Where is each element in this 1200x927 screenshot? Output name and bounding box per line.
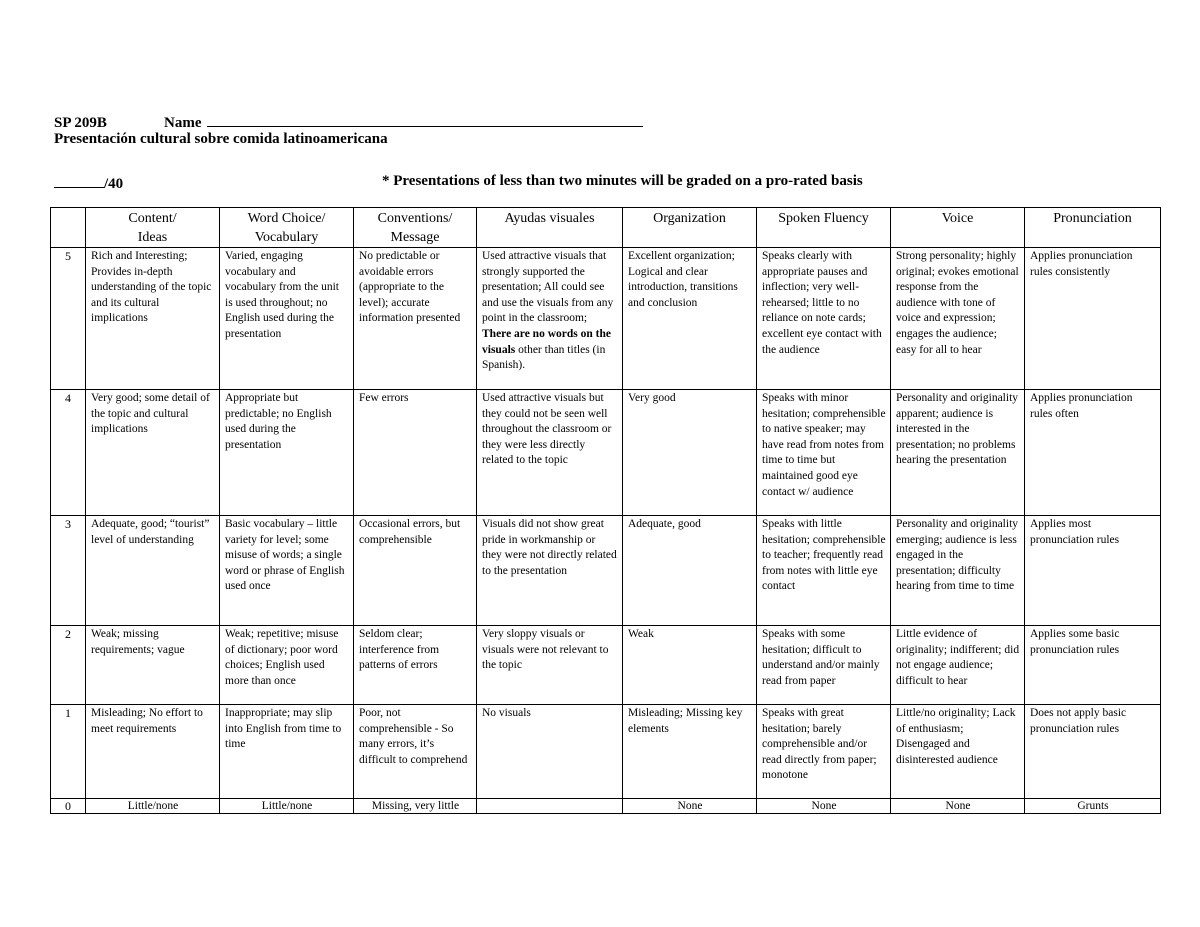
cell-word-choice: Appropriate but predictable; no English used during the presentation: [220, 390, 354, 516]
cell-organization: Misleading; Missing key elements: [623, 705, 757, 799]
cell-conventions: Few errors: [354, 390, 477, 516]
course-code: SP 209B: [54, 115, 107, 131]
cell-organization: Weak: [623, 626, 757, 705]
score-line: [54, 173, 123, 193]
cell-visuals: Visuals did not show great pride in workmanship or they were not directly related to the presentation: [477, 516, 623, 626]
cell-spoken-fluency: Speaks with great hesitation; barely comprehensible and/or read directly from paper; monotone: [757, 705, 891, 799]
cell-voice: Personality and originality apparent; audience is interested in the presentation; no problems hearing the presentation: [891, 390, 1025, 516]
cell-word-choice: Basic vocabulary – little variety for level; some misuse of words; a single word or phrase of English used once: [220, 516, 354, 626]
col-header-ayudas-visuales: Ayudas visuales: [477, 208, 623, 248]
cell-conventions: Missing, very little: [354, 799, 477, 814]
score-cell: 2: [51, 626, 86, 705]
cell-voice: Personality and originality emerging; audience is less engaged in the presentation; difficulty hearing from time to time: [891, 516, 1025, 626]
col-header-content: Content/ Ideas: [86, 208, 220, 248]
score-cell: 3: [51, 516, 86, 626]
cell-conventions: No predictable or avoidable errors (appropriate to the level); accurate information presented: [354, 248, 477, 390]
col-header-spoken-fluency: Spoken Fluency: [757, 208, 891, 248]
col-header-organization: Organization: [623, 208, 757, 248]
prorated-note: * Presentations of less than two minutes will be graded on a pro-rated basis: [382, 173, 863, 189]
cell-content: Weak; missing requirements; vague: [86, 626, 220, 705]
cell-voice: None: [891, 799, 1025, 814]
score-blank[interactable]: [54, 173, 104, 188]
cell-organization: Adequate, good: [623, 516, 757, 626]
cell-content: Little/none: [86, 799, 220, 814]
rubric-row-1: [51, 705, 1161, 799]
cell-voice: Little evidence of originality; indifferent; did not engage audience; difficult to hear: [891, 626, 1025, 705]
cell-spoken-fluency: Speaks with little hesitation; comprehensible to teacher; frequently read from notes with little eye contact: [757, 516, 891, 626]
cell-visuals: Very sloppy visuals or visuals were not relevant to the topic: [477, 626, 623, 705]
col-header-conventions: Conventions/ Message: [354, 208, 477, 248]
rubric-row-5: [51, 248, 1161, 390]
rubric-row-0: [51, 799, 1161, 814]
cell-visuals: [477, 799, 623, 814]
col-header-word-choice: Word Choice/ Vocabulary: [220, 208, 354, 248]
col-header-voice: Voice: [891, 208, 1025, 248]
rubric-table: [50, 207, 1161, 814]
cell-word-choice: Little/none: [220, 799, 354, 814]
document-title: Presentación cultural sobre comida latinoamericana: [54, 131, 388, 147]
cell-conventions: Seldom clear; interference from patterns of errors: [354, 626, 477, 705]
cell-conventions: Occasional errors, but comprehensible: [354, 516, 477, 626]
cell-organization: Very good: [623, 390, 757, 516]
cell-voice: Strong personality; highly original; evokes emotional response from the audience with tone of voice and expression; engages the audience; easy for all to hear: [891, 248, 1025, 390]
cell-content: Adequate, good; “tourist” level of understanding: [86, 516, 220, 626]
cell-visuals: No visuals: [477, 705, 623, 799]
cell-organization: None: [623, 799, 757, 814]
cell-pronunciation: Applies pronunciation rules often: [1025, 390, 1161, 516]
name-blank[interactable]: [207, 111, 643, 127]
cell-content: Misleading; No effort to meet requirements: [86, 705, 220, 799]
score-cell: 1: [51, 705, 86, 799]
cell-content: Very good; some detail of the topic and cultural implications: [86, 390, 220, 516]
name-label: Name: [164, 115, 202, 131]
cell-pronunciation: Does not apply basic pronunciation rules: [1025, 705, 1161, 799]
rubric-row-2: [51, 626, 1161, 705]
col-header-pronunciation: Pronunciation: [1025, 208, 1161, 248]
score-cell: 5: [51, 248, 86, 390]
score-cell: 0: [51, 799, 86, 814]
rubric-header-row: [51, 208, 1161, 248]
score-cell: 4: [51, 390, 86, 516]
cell-organization: Excellent organization; Logical and clear introduction, transitions and conclusion: [623, 248, 757, 390]
cell-visuals: Used attractive visuals that strongly supported the presentation; All could see and use the visuals from any point in the classroom; There are no words on the visuals other than titles (in Spanish).: [477, 248, 623, 390]
cell-pronunciation: Applies some basic pronunciation rules: [1025, 626, 1161, 705]
score-total: /40: [104, 176, 124, 192]
cell-word-choice: Varied, engaging vocabulary and vocabulary from the unit is used throughout; no English used during the presentation: [220, 248, 354, 390]
rubric-row-4: [51, 390, 1161, 516]
cell-word-choice: Inappropriate; may slip into English from time to time: [220, 705, 354, 799]
visuals-bold-note: There are no words on the visuals: [482, 327, 611, 356]
cell-conventions: Poor, not comprehensible - So many errors, it’s difficult to comprehend: [354, 705, 477, 799]
cell-word-choice: Weak; repetitive; misuse of dictionary; poor word choices; English used more than once: [220, 626, 354, 705]
cell-spoken-fluency: Speaks with minor hesitation; comprehensible to native speaker; may have read from notes from time to time but maintained good eye contact w/ audience: [757, 390, 891, 516]
cell-spoken-fluency: Speaks clearly with appropriate pauses and inflection; very well-rehearsed; little to no reliance on note cards; excellent eye contact with the audience: [757, 248, 891, 390]
cell-pronunciation: Grunts: [1025, 799, 1161, 814]
cell-visuals: Used attractive visuals but they could not be seen well throughout the classroom or they were less directly related to the topic: [477, 390, 623, 516]
header-course-name-line: [54, 111, 643, 132]
rubric-row-3: [51, 516, 1161, 626]
cell-spoken-fluency: None: [757, 799, 891, 814]
cell-voice: Little/no originality; Lack of enthusiasm; Disengaged and disinterested audience: [891, 705, 1025, 799]
cell-spoken-fluency: Speaks with some hesitation; difficult to understand and/or mainly read from paper: [757, 626, 891, 705]
cell-pronunciation: Applies pronunciation rules consistently: [1025, 248, 1161, 390]
corner-cell: [51, 208, 86, 248]
cell-content: Rich and Interesting; Provides in-depth understanding of the topic and its cultural implications: [86, 248, 220, 390]
cell-pronunciation: Applies most pronunciation rules: [1025, 516, 1161, 626]
